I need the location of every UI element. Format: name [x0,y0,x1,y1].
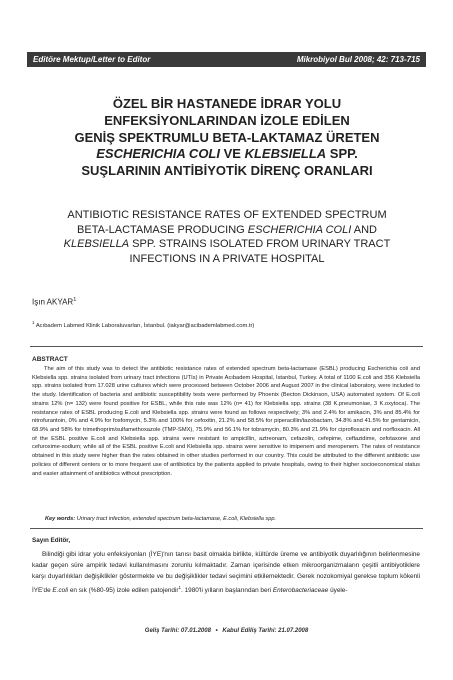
title-text: VE [219,146,245,162]
organism-name: KLEBSIELLA [63,238,130,250]
author-sup: 1 [73,297,77,303]
author-text: Işın AKYAR [32,297,74,307]
title-en-line: INFECTIONS IN A PRIVATE HOSPITAL [129,252,325,265]
body-text: Bilindiği gibi idrar yolu enfeksiyonları (İYE)'nın tanısı basit olmakla birlikte, kültürde üreme ve antibiyotik duyarlılığının belirlenmesine kadar geçen süre ampirik tedavi kullanılmasını zorunlu kılmaktadır. Zaman içerisinde etken mikroorganizmaların çeşitli antibiyotiklere karşı duyarlılıkları değişiklikler göstermekte ve bu değişiklikler tedavi seçimini etkilemektedir. Gerek nozokomiyal gerekse toplum kökenli İYE'de [32,551,420,595]
title-en-line [40,237,414,252]
title-text: AND [351,223,377,236]
title-tr-line [60,146,394,163]
author-name [32,297,76,307]
abstract-heading: ABSTRACT [32,356,68,363]
footer-dates [0,628,453,634]
title-text: SPP. [326,146,358,162]
title-turkish [60,96,394,180]
bullet-separator: • [215,628,218,634]
keywords-label: Key words: [45,516,76,522]
journal-citation: Mikrobiyol Bul 2008; 42: 713-715 [296,55,420,64]
keywords [45,516,420,522]
title-text: BETA-LACTAMASE PRODUCING [77,223,248,236]
keywords-text: Urinary tract infection, extended spectrum beta-lactamase, E.coli, Klebsiella spp. [75,516,277,522]
organism-name: ESCHERICHIA COLI [96,146,220,162]
title-tr-line: ÖZEL BİR HASTANEDE İDRAR YOLU [112,96,342,111]
received-date: Geliş Tarihi: 07.01.2008 [144,628,211,634]
title-text: SPP. STRAINS ISOLATED FROM URINARY TRACT [129,238,391,250]
body-text: en sık (%80-95) izole edilen patojendir [68,587,179,595]
title-en-line: ANTIBIOTIC RESISTANCE RATES OF EXTENDED SPECTRUM [67,209,387,221]
organism-name: E.coli [52,587,69,595]
organism-name: ESCHERICHIA COLI [247,223,352,236]
title-en-line [40,223,414,238]
divider-bottom [30,528,423,529]
body-text: . 1980'li yılların başlarından beri [181,587,273,595]
section-label: Editöre Mektup/Letter to Editor [33,55,151,64]
organism-name: KLEBSIELLA [244,146,327,162]
abstract-body: The aim of this study was to detect the antibiotic resistance rates of extended spectrum beta-lactamase (ESBL) producing Escherichia coli and Klebsiella spp. strains isolated from urinary tract infections (UTIs) in Private Acıbadem Hospital, Istanbul, Turkey. A total of 1100 E.coli and 356 Klebsiella spp. strains isolated from 17.028 urine cultures which were processed between October 2006 and August 2007 in the clinical laboratory, were included to the study. Identification of bacteria and antibiotic susceptibility tests were performed by Phoenix (Becton Dickinson, USA) automated system. Of E.coli strains 12% (n= 132) were found positive for ESBL, while this rate was 12% (n= 41) for Klebsiella spp. strains (38 K.pneumoniae, 3 K.oxytoca). The resistance rates of ESBL producing E.coli and Klebsiella spp. strains were found as follows respectively; 3% and 2.4% for amikacin, 3% and 85.4% for nitrofurantoin, 0% and 4.9% for fosfomycin, 5.3% and 100% for cefoxitin, 21.2% and 58.5% for piperacillin/tazobactam, 34.8% and 41.5% for gentamicin, 68.9% and 58% for trimethoprim/sulfamethoxazole (TMP-SMX), 75.9% and 56.1% for tobramycin, 80.3% and 21.9% for ciprofloxacin and norfloxacin. All of the ESBL positive E.coli and Klebsiella spp. strains were resistant to ampicillin, aztreonam, cefazolin, cefepime, ceftazidime, cefotaxone and cefuroxime-sodium; while all of the ESBL positive E.coli and Klebsiella spp. strains were sensitive to imipenem and meropenem. The rates of resistance obtained in this study were higher than the rates obtained in other studies performed in our country. This could be attributed to the different antibiotic use policies of different centers or to more frequent use of antibiotics by the patients applied to private hospitals, owing to their higher socioeconomical status and easier attainment of antibiotics without prescription. [32,366,420,477]
title-tr-line: ENFEKSİYONLARINDAN İZOLE EDİLEN [104,112,350,128]
title-english [40,208,414,266]
accepted-date: Kabul Ediliş Tarihi: 21.07.2008 [222,628,309,634]
divider-top [30,346,423,347]
family-name: Enterobacteriaceae [272,587,329,595]
body-paragraph [32,549,420,596]
salutation: Sayın Editör, [32,537,71,544]
affiliation [32,320,422,329]
affiliation-sup: 1 [32,320,35,325]
title-tr-line: SUŞLARININ ANTİBİYOTİK DİRENÇ ORANLARI [81,163,373,179]
citation-sup: 1 [178,585,182,590]
affiliation-text: Acıbadem Labmed Klinik Laboratuvarları, İstanbul. (iakyar@acibademlabmed.com.tr) [35,322,255,329]
body-text: üyele- [328,587,348,595]
journal-header-bar [27,52,426,67]
title-tr-line: GENİŞ SPEKTRUMLU BETA-LAKTAMAZ ÜRETEN [74,129,380,145]
